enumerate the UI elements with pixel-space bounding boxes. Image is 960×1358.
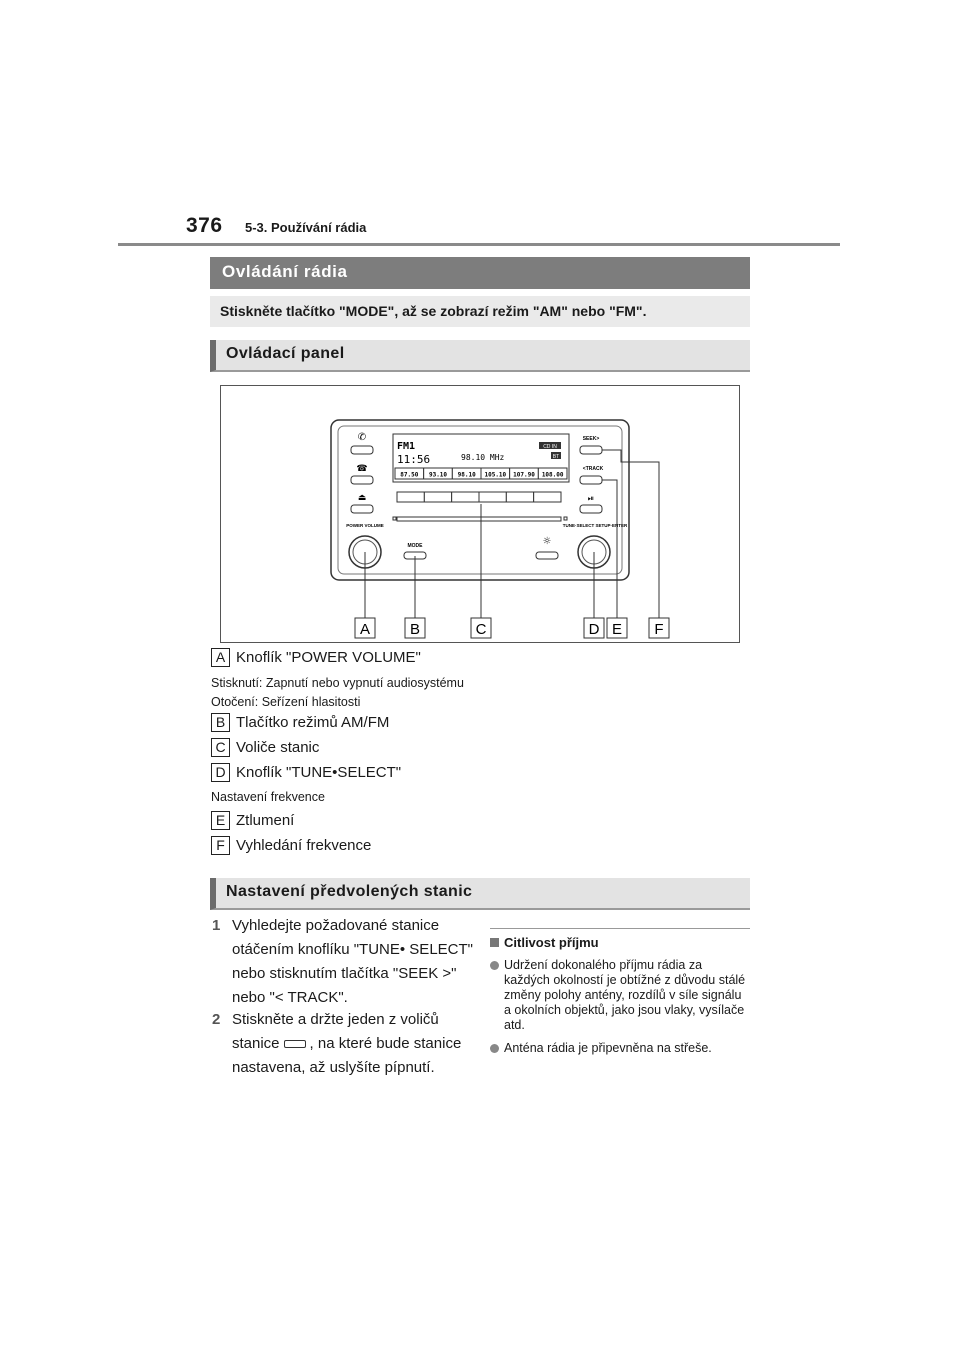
- item-text-d: Knoflík "TUNE•SELECT": [236, 764, 402, 781]
- callout-label-d: D: [211, 763, 230, 782]
- callout-letter: F: [654, 621, 664, 638]
- square-bullet-icon: [490, 938, 499, 947]
- preset-frequency: 108.00: [541, 471, 564, 479]
- phone-button: [351, 446, 373, 454]
- preset-buttons: [397, 492, 561, 502]
- radio-panel-figure: [220, 385, 740, 643]
- page-title: Ovládání rádia: [210, 257, 750, 289]
- preset-selector-button: [452, 492, 479, 502]
- reception-note: [490, 928, 750, 1056]
- item-text-c: Voliče stanic: [236, 739, 320, 756]
- cd-slot-left-mark: [393, 517, 396, 520]
- list-item: [211, 713, 389, 732]
- step-2: [212, 1008, 474, 1080]
- preset-row: [395, 468, 567, 479]
- item-note-a-1: Stisknutí: Zapnutí nebo vypnutí audiosystému: [211, 676, 464, 690]
- track-button: [580, 476, 602, 484]
- step-number-2: 2: [212, 1011, 221, 1028]
- display-time: 11:56: [397, 453, 431, 466]
- play-pause-button: [580, 505, 602, 513]
- radio-panel-illustration: [221, 386, 739, 642]
- section-heading: 5-3. Používání rádia: [245, 220, 367, 235]
- preset-selector-button: [506, 492, 533, 502]
- item-text-b: Tlačítko režimů AM/FM: [236, 714, 390, 731]
- brightness-icon: ☼: [542, 536, 552, 547]
- preset-frequency: 98.10: [457, 471, 476, 479]
- bullet-dot-icon: [490, 961, 499, 970]
- callout-letter: E: [611, 621, 623, 638]
- mode-label: MODE: [407, 543, 423, 549]
- list-item: [211, 763, 401, 782]
- note-bullet: [490, 1041, 750, 1056]
- bullet-dot-icon: [490, 1044, 499, 1053]
- preset-selector-button: [424, 492, 451, 502]
- callout-label-a: A: [211, 648, 230, 667]
- list-item: [211, 811, 294, 830]
- leader-line-f: [602, 450, 659, 618]
- lead-instruction: Stiskněte tlačítko "MODE", až se zobrazí režim "AM" nebo "FM".: [210, 296, 750, 327]
- callout-letter: C: [475, 621, 487, 638]
- callout-label-b: B: [211, 713, 230, 732]
- callout-letter: D: [588, 621, 600, 638]
- preset-frequency: 93.10: [428, 471, 448, 479]
- note-bullet: [490, 958, 750, 1033]
- presets-heading: Nastavení předvolených stanic: [210, 878, 750, 910]
- callout-letter: A: [359, 621, 371, 638]
- preset-selector-button: [397, 492, 424, 502]
- preset-frequency: 87.50: [400, 471, 419, 479]
- phone-icon: ✆: [357, 432, 367, 443]
- control-panel-heading: Ovládací panel: [210, 340, 750, 372]
- header-rule: [118, 243, 840, 246]
- step-number-1: 1: [212, 917, 221, 934]
- note-heading-text: Citlivost příjmu: [504, 935, 599, 950]
- callout-letter: B: [409, 621, 421, 638]
- item-text-f: Vyhledání frekvence: [236, 837, 372, 854]
- note-heading: [490, 935, 750, 950]
- item-note-a-2: Otočení: Seřízení hlasitosti: [211, 695, 361, 709]
- list-item: [211, 836, 371, 855]
- callout-label-c: C: [211, 738, 230, 757]
- display-band: FM1: [397, 441, 416, 452]
- cd-slot-right-mark: [564, 517, 567, 520]
- cd-slot: [397, 517, 561, 521]
- play-pause-icon: ⏯: [587, 494, 595, 503]
- item-text-e: Ztlumení: [236, 812, 295, 829]
- page-number: 376: [186, 214, 223, 237]
- item-text-a: Knoflík "POWER VOLUME": [236, 649, 421, 666]
- hangup-icon: ☎: [356, 464, 368, 474]
- callout-label-e: E: [211, 811, 230, 830]
- list-item: [211, 648, 421, 667]
- cd-in-badge-text: CD IN: [543, 444, 557, 450]
- hangup-button: [351, 476, 373, 484]
- preset-frequency: 105.10: [484, 471, 507, 479]
- seek-label: SEEK>: [582, 436, 600, 442]
- display-frequency: 98.10 MHz: [461, 453, 505, 462]
- brightness-button: [536, 552, 558, 559]
- step-text-2-before: Stiskněte a držte jeden z voličů stanice: [232, 1011, 439, 1052]
- eject-icon: ⏏: [357, 493, 367, 503]
- preset-frequency: 107.90: [513, 471, 535, 479]
- seek-button: [580, 446, 602, 454]
- tune-select-label: TUNE·SELECT SETUP·ENTER: [562, 523, 628, 528]
- step-text-2: [232, 1008, 474, 1080]
- list-item: [211, 738, 319, 757]
- note-bullet-text-1: Udržení dokonalého příjmu rádia za každých okolností je obtížné z důvodu stálé změny polohy antény, rozdílů v síle signálu a okolních objektů, jako jsou vlaky, vysílače atd.: [504, 958, 746, 1032]
- preset-selector-button: [534, 492, 561, 502]
- step-1: [212, 914, 474, 1010]
- callout-labels: [355, 618, 669, 638]
- note-bullet-text-2: Anténa rádia je připevněna na střeše.: [504, 1041, 712, 1055]
- power-volume-label: POWER VOLUME: [346, 523, 384, 528]
- track-label: <TRACK: [582, 466, 604, 472]
- eject-button: [351, 505, 373, 513]
- step-text-1: Vyhledejte požadované stanice otáčením knoflíku "TUNE• SELECT" nebo stisknutím tlačítka "SEEK >" nebo "< TRACK".: [232, 917, 473, 1006]
- bt-badge-text: BT: [552, 454, 560, 460]
- station-selector-icon: [284, 1040, 306, 1048]
- step-text-2-after: , na které bude stanice nastavena, až uslyšíte pípnutí.: [232, 1035, 462, 1076]
- item-note-d-1: Nastavení frekvence: [211, 790, 325, 804]
- preset-selector-button: [479, 492, 506, 502]
- callout-label-f: F: [211, 836, 230, 855]
